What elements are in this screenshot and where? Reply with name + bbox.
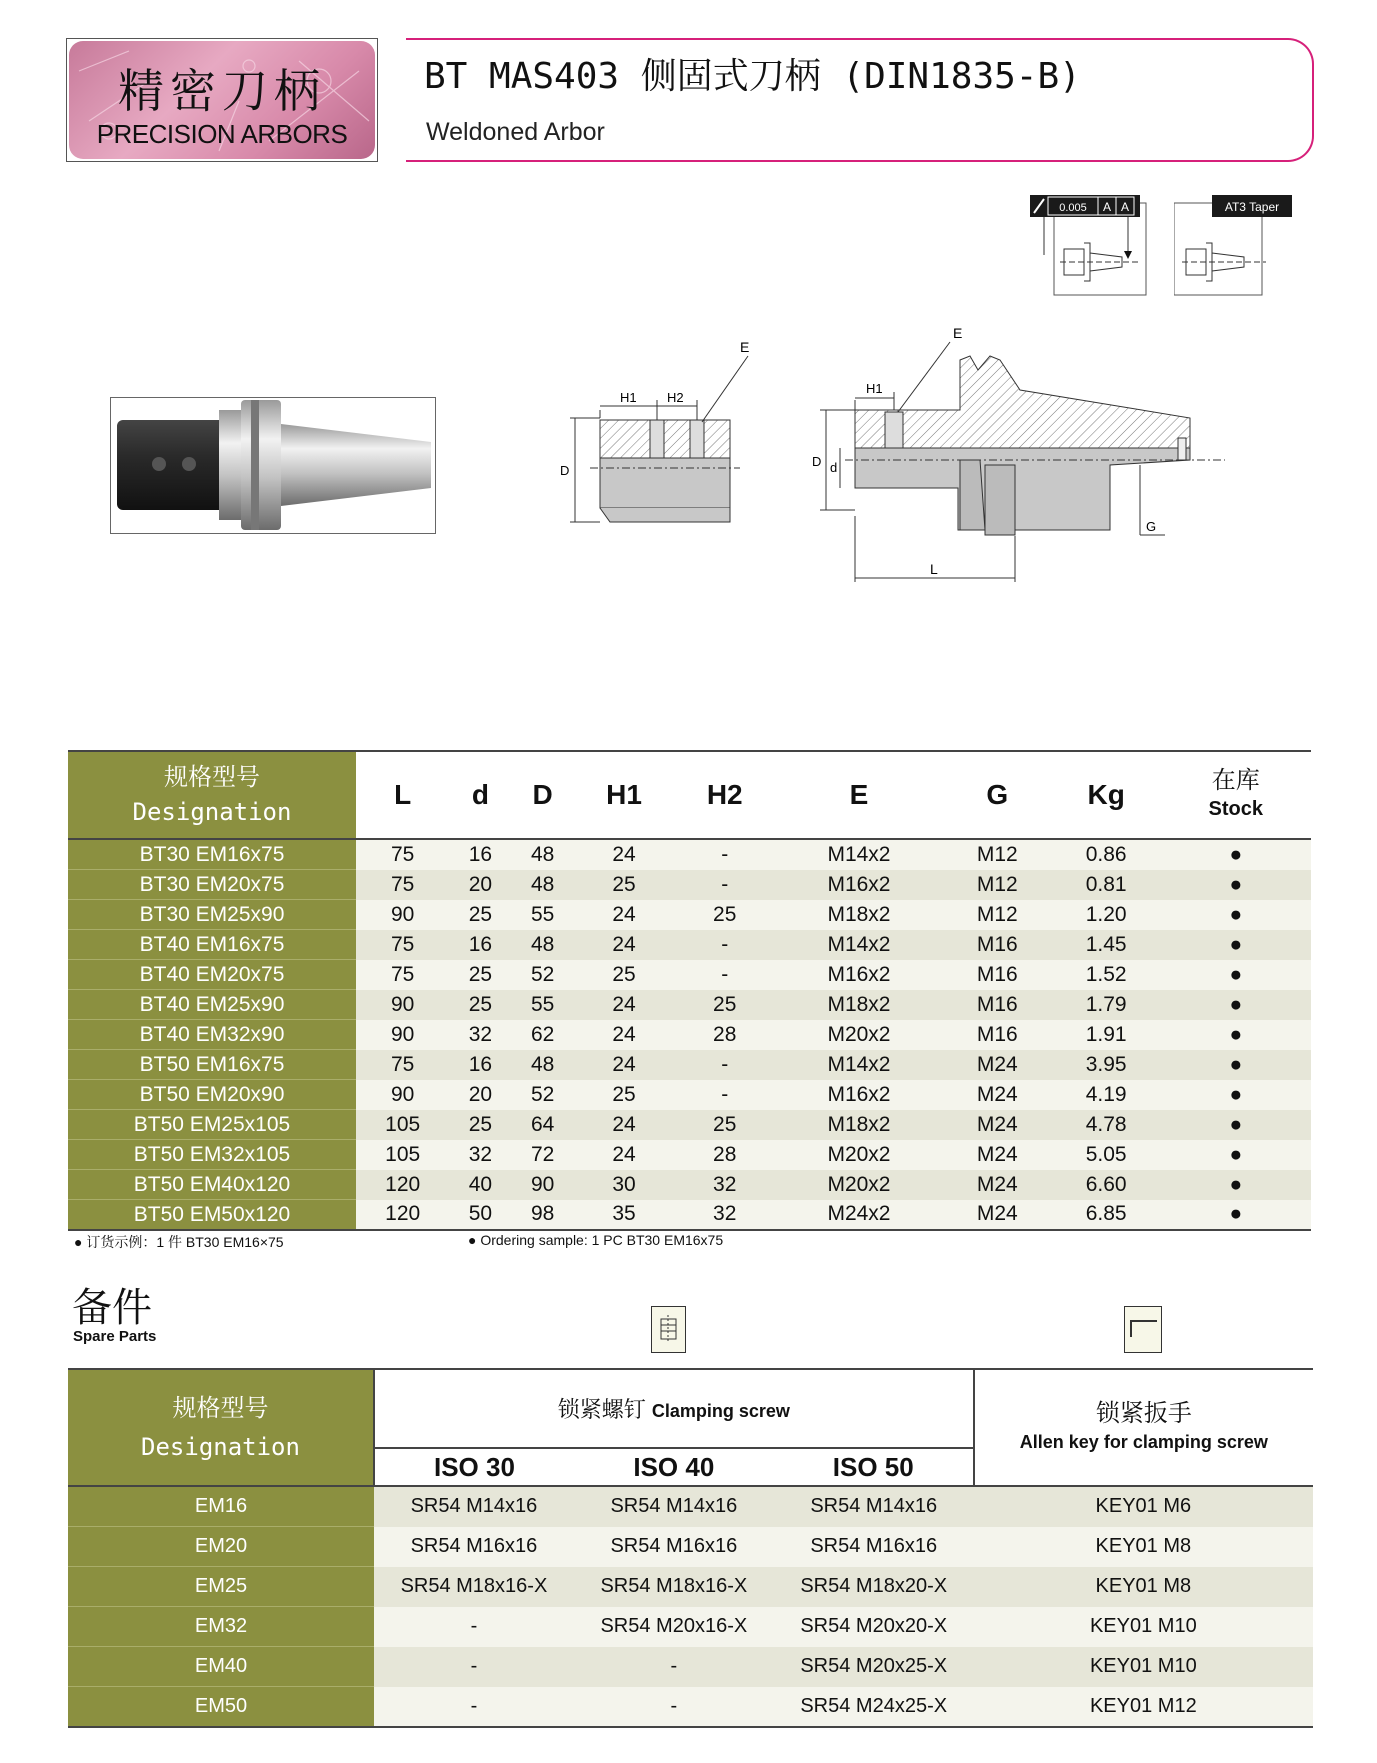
- spare-parts-title-en: Spare Parts: [73, 1328, 157, 1345]
- value-cell: -: [374, 1687, 574, 1728]
- table-row: [68, 1567, 1313, 1607]
- designation-cell: BT40 EM20x75: [68, 960, 356, 990]
- datum-2: A: [1120, 200, 1130, 214]
- value-cell: 24: [574, 839, 675, 870]
- value-cell: -: [674, 870, 775, 900]
- logo-cn-text: 精密刀柄: [118, 64, 326, 118]
- allen-key-header: [974, 1369, 1313, 1486]
- value-cell: 20: [449, 1080, 511, 1110]
- table-row: [68, 1020, 1311, 1050]
- col-Kg: Kg: [1052, 751, 1161, 839]
- value-cell: 120: [356, 1170, 449, 1200]
- value-cell: M24: [943, 1200, 1052, 1231]
- key-cn: 锁紧扳手: [1095, 1399, 1192, 1427]
- allen-key-icon: [1124, 1306, 1162, 1353]
- value-cell: SR54 M20x20-X: [774, 1607, 974, 1647]
- col-D: D: [512, 751, 574, 839]
- value-cell: 24: [574, 1020, 675, 1050]
- value-cell: M16: [943, 960, 1052, 990]
- value-cell: SR54 M14x16: [574, 1486, 774, 1527]
- value-cell: M24: [943, 1050, 1052, 1080]
- designation-cell: BT40 EM25x90: [68, 990, 356, 1020]
- designation-cell: EM20: [68, 1527, 374, 1567]
- value-cell: -: [374, 1647, 574, 1687]
- key-en: Allen key for clamping screw: [1019, 1431, 1268, 1452]
- value-cell: 24: [574, 1110, 675, 1140]
- value-cell: SR54 M20x25-X: [774, 1647, 974, 1687]
- value-cell: M24: [943, 1140, 1052, 1170]
- page-title: BT MAS403 侧固式刀柄 (DIN1835-B): [424, 56, 1081, 97]
- value-cell: -: [674, 1080, 775, 1110]
- value-cell: ●: [1161, 1020, 1311, 1050]
- value-cell: ●: [1161, 1080, 1311, 1110]
- table-row: [68, 960, 1311, 990]
- value-cell: ●: [1161, 1050, 1311, 1080]
- value-cell: -: [574, 1647, 774, 1687]
- value-cell: 1.91: [1052, 1020, 1161, 1050]
- value-cell: M12: [943, 900, 1052, 930]
- value-cell: 30: [574, 1170, 675, 1200]
- value-cell: 3.95: [1052, 1050, 1161, 1080]
- value-cell: 120: [356, 1200, 449, 1231]
- value-cell: M16x2: [775, 960, 943, 990]
- value-cell: 90: [512, 1170, 574, 1200]
- value-cell: 25: [574, 960, 675, 990]
- designation-cell: BT50 EM50x120: [68, 1200, 356, 1231]
- dim-d-outer: D: [560, 463, 570, 478]
- spare-parts-title-cn: 备件: [72, 1285, 152, 1331]
- col-H1: H1: [574, 751, 675, 839]
- value-cell: 75: [356, 960, 449, 990]
- value-cell: 35: [574, 1200, 675, 1231]
- col-G: G: [943, 751, 1052, 839]
- designation-en: Designation: [132, 798, 292, 826]
- value-cell: ●: [1161, 1110, 1311, 1140]
- value-cell: 25: [674, 990, 775, 1020]
- value-cell: 90: [356, 1080, 449, 1110]
- spare-designation-header: [68, 1369, 374, 1486]
- value-cell: 48: [512, 839, 574, 870]
- value-cell: -: [674, 1050, 775, 1080]
- value-cell: -: [374, 1607, 574, 1647]
- designation-header: [68, 751, 356, 839]
- value-cell: SR54 M20x16-X: [574, 1607, 774, 1647]
- designation-cell: BT30 EM25x90: [68, 900, 356, 930]
- value-cell: 32: [449, 1140, 511, 1170]
- value-cell: 75: [356, 839, 449, 870]
- value-cell: M20x2: [775, 1020, 943, 1050]
- designation-cell: BT50 EM20x90: [68, 1080, 356, 1110]
- value-cell: M14x2: [775, 1050, 943, 1080]
- value-cell: 75: [356, 870, 449, 900]
- value-cell: 25: [449, 990, 511, 1020]
- value-cell: M16x2: [775, 870, 943, 900]
- value-cell: M16: [943, 990, 1052, 1020]
- product-photo: [110, 397, 436, 534]
- value-cell: M12: [943, 870, 1052, 900]
- dim-h2: H2: [667, 390, 684, 405]
- table-row: [68, 1607, 1313, 1647]
- value-cell: M20x2: [775, 1140, 943, 1170]
- dim-d-inner: d: [830, 460, 838, 475]
- designation-cell: BT40 EM32x90: [68, 1020, 356, 1050]
- value-cell: 28: [674, 1140, 775, 1170]
- value-cell: KEY01 M8: [974, 1527, 1313, 1567]
- table-row: [68, 1110, 1311, 1140]
- value-cell: SR54 M16x16: [774, 1527, 974, 1567]
- value-cell: 1.45: [1052, 930, 1161, 960]
- stock-cn: 在库: [1211, 767, 1260, 794]
- value-cell: 90: [356, 900, 449, 930]
- runout-spec-icon: [1030, 195, 1150, 299]
- designation-cell: EM25: [68, 1567, 374, 1607]
- section-drawing-arbor: [810, 320, 1230, 600]
- value-cell: 48: [512, 870, 574, 900]
- value-cell: ●: [1161, 960, 1311, 990]
- col-L: L: [356, 751, 449, 839]
- value-cell: 72: [512, 1140, 574, 1170]
- value-cell: SR54 M18x16-X: [374, 1567, 574, 1607]
- value-cell: M14x2: [775, 930, 943, 960]
- value-cell: 4.19: [1052, 1080, 1161, 1110]
- value-cell: -: [674, 839, 775, 870]
- clamping-screw-header: [374, 1369, 974, 1448]
- value-cell: SR54 M14x16: [374, 1486, 574, 1527]
- designation-cell: BT30 EM20x75: [68, 870, 356, 900]
- value-cell: 32: [674, 1170, 775, 1200]
- table-row: [68, 1687, 1313, 1728]
- designation-cn: 规格型号: [164, 764, 260, 791]
- value-cell: 52: [512, 1080, 574, 1110]
- designation-cell: BT50 EM25x105: [68, 1110, 356, 1140]
- value-cell: 62: [512, 1020, 574, 1050]
- col-E: E: [775, 751, 943, 839]
- clamping-screw-icon: [651, 1306, 686, 1353]
- value-cell: SR54 M24x25-X: [774, 1687, 974, 1728]
- table-row: [68, 870, 1311, 900]
- dim-h1: H1: [620, 390, 637, 405]
- value-cell: 25: [574, 1080, 675, 1110]
- value-cell: SR54 M18x16-X: [574, 1567, 774, 1607]
- table-row: [68, 990, 1311, 1020]
- designation-cell: EM32: [68, 1607, 374, 1647]
- value-cell: 24: [574, 930, 675, 960]
- value-cell: ●: [1161, 1170, 1311, 1200]
- designation-cell: EM50: [68, 1687, 374, 1728]
- table-row: [68, 1170, 1311, 1200]
- value-cell: ●: [1161, 1200, 1311, 1231]
- value-cell: SR54 M18x20-X: [774, 1567, 974, 1607]
- value-cell: ●: [1161, 930, 1311, 960]
- table-row: [68, 900, 1311, 930]
- value-cell: 6.85: [1052, 1200, 1161, 1231]
- value-cell: KEY01 M8: [974, 1567, 1313, 1607]
- value-cell: M24x2: [775, 1200, 943, 1231]
- table-row: [68, 1140, 1311, 1170]
- value-cell: 48: [512, 930, 574, 960]
- value-cell: M16: [943, 930, 1052, 960]
- value-cell: SR54 M16x16: [374, 1527, 574, 1567]
- value-cell: 0.81: [1052, 870, 1161, 900]
- value-cell: ●: [1161, 839, 1311, 870]
- value-cell: 25: [449, 1110, 511, 1140]
- value-cell: 1.79: [1052, 990, 1161, 1020]
- value-cell: 52: [512, 960, 574, 990]
- spare-parts-table: [68, 1368, 1313, 1728]
- dim-g: G: [1146, 519, 1157, 534]
- table-row: [68, 1486, 1313, 1527]
- value-cell: 25: [674, 1110, 775, 1140]
- value-cell: 75: [356, 1050, 449, 1080]
- value-cell: 1.52: [1052, 960, 1161, 990]
- specification-table: [68, 750, 1311, 1231]
- iso50-header: ISO 50: [774, 1448, 974, 1486]
- value-cell: 24: [574, 1050, 675, 1080]
- value-cell: ●: [1161, 990, 1311, 1020]
- taper-spec-icon: [1174, 195, 1294, 299]
- value-cell: 90: [356, 990, 449, 1020]
- value-cell: KEY01 M12: [974, 1687, 1313, 1728]
- value-cell: M16x2: [775, 1080, 943, 1110]
- value-cell: 25: [574, 870, 675, 900]
- spare-designation-cn: 规格型号: [172, 1394, 269, 1422]
- ordering-note-en: ● Ordering sample: 1 PC BT30 EM16x75: [468, 1232, 724, 1248]
- stock-en: Stock: [1208, 798, 1264, 820]
- dim-l: L: [930, 561, 938, 577]
- value-cell: 24: [574, 900, 675, 930]
- value-cell: 64: [512, 1110, 574, 1140]
- dim-h1-arbor: H1: [866, 381, 883, 396]
- datum-1: A: [1102, 200, 1112, 214]
- table-row: [68, 1200, 1311, 1231]
- iso40-header: ISO 40: [574, 1448, 774, 1486]
- value-cell: 16: [449, 839, 511, 870]
- value-cell: 24: [574, 1140, 675, 1170]
- col-stock: [1161, 751, 1311, 839]
- table-row: [68, 930, 1311, 960]
- value-cell: KEY01 M10: [974, 1647, 1313, 1687]
- value-cell: 16: [449, 1050, 511, 1080]
- value-cell: 90: [356, 1020, 449, 1050]
- logo-background: [69, 41, 375, 159]
- value-cell: 5.05: [1052, 1140, 1161, 1170]
- designation-cell: BT30 EM16x75: [68, 839, 356, 870]
- value-cell: 0.86: [1052, 839, 1161, 870]
- value-cell: KEY01 M10: [974, 1607, 1313, 1647]
- value-cell: 25: [449, 960, 511, 990]
- value-cell: 24: [574, 990, 675, 1020]
- table-row: [68, 1527, 1313, 1567]
- value-cell: M24: [943, 1080, 1052, 1110]
- precision-arbors-logo: [66, 38, 378, 162]
- value-cell: M20x2: [775, 1170, 943, 1200]
- value-cell: -: [674, 930, 775, 960]
- taper-label: AT3 Taper: [1224, 200, 1280, 214]
- designation-cell: BT50 EM40x120: [68, 1170, 356, 1200]
- dim-e-arbor: E: [953, 325, 963, 341]
- value-cell: 6.60: [1052, 1170, 1161, 1200]
- value-cell: M24: [943, 1170, 1052, 1200]
- value-cell: -: [674, 960, 775, 990]
- value-cell: SR54 M14x16: [774, 1486, 974, 1527]
- value-cell: 105: [356, 1140, 449, 1170]
- value-cell: 32: [449, 1020, 511, 1050]
- logo-en-text: PRECISION ARBORS: [96, 119, 348, 149]
- page-subtitle: Weldoned Arbor: [426, 118, 605, 146]
- table-row: [68, 1647, 1313, 1687]
- value-cell: SR54 M16x16: [574, 1527, 774, 1567]
- value-cell: M18x2: [775, 990, 943, 1020]
- table-row: [68, 1050, 1311, 1080]
- spare-designation-en: Designation: [141, 1432, 300, 1461]
- value-cell: 16: [449, 930, 511, 960]
- value-cell: -: [574, 1687, 774, 1728]
- iso30-header: ISO 30: [374, 1448, 574, 1486]
- col-H2: H2: [674, 751, 775, 839]
- table-row: [68, 1080, 1311, 1110]
- value-cell: ●: [1161, 1140, 1311, 1170]
- value-cell: 55: [512, 900, 574, 930]
- designation-cell: BT50 EM32x105: [68, 1140, 356, 1170]
- designation-cell: EM40: [68, 1647, 374, 1687]
- value-cell: 20: [449, 870, 511, 900]
- value-cell: 105: [356, 1110, 449, 1140]
- value-cell: 98: [512, 1200, 574, 1231]
- value-cell: M12: [943, 839, 1052, 870]
- value-cell: M18x2: [775, 900, 943, 930]
- ordering-note-cn: ● 订货示例：1 件 BT30 EM16×75: [74, 1234, 284, 1250]
- value-cell: M16: [943, 1020, 1052, 1050]
- dim-d-arbor: D: [812, 454, 822, 469]
- value-cell: 1.20: [1052, 900, 1161, 930]
- clamp-en: Clamping screw: [651, 1401, 790, 1421]
- runout-value: 0.005: [1059, 202, 1087, 214]
- value-cell: 4.78: [1052, 1110, 1161, 1140]
- value-cell: 28: [674, 1020, 775, 1050]
- designation-cell: BT40 EM16x75: [68, 930, 356, 960]
- value-cell: 55: [512, 990, 574, 1020]
- value-cell: 25: [449, 900, 511, 930]
- section-drawing-small: [550, 330, 750, 530]
- designation-cell: EM16: [68, 1486, 374, 1527]
- clamp-cn: 锁紧螺钉: [557, 1397, 646, 1422]
- value-cell: 25: [674, 900, 775, 930]
- value-cell: 40: [449, 1170, 511, 1200]
- value-cell: M14x2: [775, 839, 943, 870]
- table-row: [68, 839, 1311, 870]
- value-cell: 75: [356, 930, 449, 960]
- value-cell: M24: [943, 1110, 1052, 1140]
- value-cell: 48: [512, 1050, 574, 1080]
- value-cell: ●: [1161, 870, 1311, 900]
- value-cell: KEY01 M6: [974, 1486, 1313, 1527]
- col-d: d: [449, 751, 511, 839]
- dim-e: E: [740, 339, 750, 355]
- value-cell: 50: [449, 1200, 511, 1231]
- value-cell: ●: [1161, 900, 1311, 930]
- value-cell: M18x2: [775, 1110, 943, 1140]
- value-cell: 32: [674, 1200, 775, 1231]
- designation-cell: BT50 EM16x75: [68, 1050, 356, 1080]
